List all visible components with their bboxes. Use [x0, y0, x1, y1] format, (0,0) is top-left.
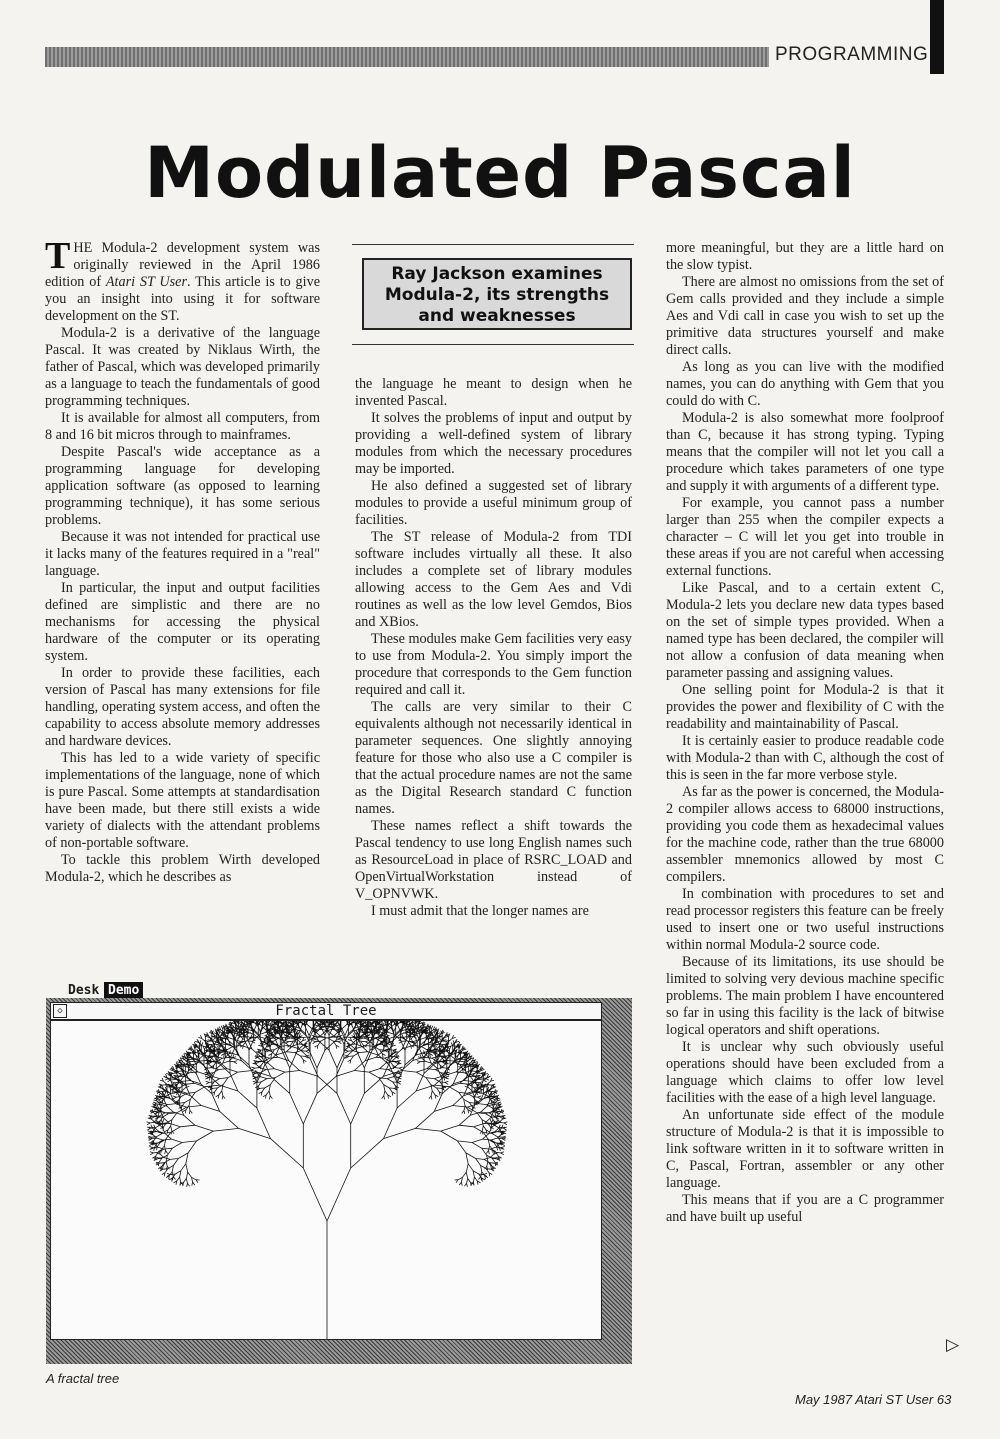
figure-caption: A fractal tree: [46, 1371, 120, 1386]
paragraph: He also defined a suggested set of library modules to provide a useful minimum group of facilities.: [355, 478, 632, 528]
section-bar: [45, 47, 769, 67]
section-label: PROGRAMMING: [775, 44, 929, 65]
page-footer: May 1987 Atari ST User 63: [795, 1392, 952, 1407]
text-run: HE Modula-2 development system was originally reviewed in the April 1986 edition of: [45, 240, 320, 290]
paragraph: Despite Pascal's wide acceptance as a programming language for developing application software (as opposed to learning programming technique), it has some serious problems.: [45, 444, 320, 528]
gem-window: [46, 998, 632, 1364]
paragraph: In order to provide these facilities, each version of Pascal has many extensions for file handling, operating system access, and often the capability to access absolute memory addresses and hardware devices.: [45, 665, 320, 749]
paragraph: It is certainly easier to produce readable code with Modula-2 than with C, although the cost of this is seen in the far more verbose style.: [666, 733, 944, 783]
window-title: Fractal Tree: [275, 1003, 377, 1019]
paragraph: There are almost no omissions from the set of Gem calls provided and they include a simple Aes and Vdi call in case you wish to set up the primitive data structures yourself and make direct calls.: [666, 274, 944, 358]
paragraph: Like Pascal, and to a certain extent C, Modula-2 lets you declare new data types based on the set of simple types provided. When a named type has been declared, the compiler will not allow a confusion of data meaning when parameter passing and assigning values.: [666, 580, 944, 681]
menu-demo[interactable]: Demo: [104, 982, 143, 999]
standfirst-box: Ray Jackson examines Modula-2, its strengths and weaknesses: [362, 258, 632, 330]
paragraph: These modules make Gem facilities very easy to use from Modula-2. You simply import the procedure that corresponds to the Gem function required and call it.: [355, 631, 632, 698]
paragraph: These names reflect a shift towards the Pascal tendency to use long English names such as ResourceLoad in place of RSRC_LOAD and OpenVirtualWorkstation instead of V_OPNVWK.: [355, 818, 632, 902]
paragraph: Because of its limitations, its use should be limited to solving very devious machine specific problems. The main problem I have encountered so far in using this facility is the lack of bitwise logical operators and shift operations.: [666, 954, 944, 1038]
drop-cap: T: [45, 235, 71, 277]
close-box-icon[interactable]: ◇: [53, 1004, 67, 1018]
paragraph: In particular, the input and output facilities defined are simplistic and there are no mechanisms for accessing the physical hardware of the computer or its operating system.: [45, 580, 320, 664]
paragraph: The ST release of Modula-2 from TDI software includes virtually all these. It also includes a complete set of library modules allowing access to the Gem Aes and Vdi routines as well as the low level Gemdos, Bios and XBios.: [355, 529, 632, 630]
article-column-1: [45, 235, 320, 886]
paragraph: This has led to a wide variety of specific implementations of the language, none of which is pure Pascal. Some attempts at standardisation have been made, but there still exists a wide variety of dialects with the attendant problems of non-portable software.: [45, 750, 320, 851]
continue-arrow-icon: ▷: [946, 1335, 960, 1354]
paragraph: the language he meant to design when he invented Pascal.: [355, 376, 632, 409]
fractal-tree-branches: [147, 1021, 508, 1339]
article-column-2: [355, 376, 632, 920]
standfirst-rule-top: [352, 244, 634, 245]
paragraph: It is unclear why such obviously useful operations should have been excluded from a language which claims to offer low level facilities with the ease of a high level language.: [666, 1039, 944, 1106]
article-title: Modulated Pascal: [144, 132, 856, 214]
paragraph: [45, 235, 320, 325]
publication-name: Atari ST User: [105, 274, 187, 290]
article-column-3: [666, 240, 944, 1226]
paragraph: Modula-2 is also somewhat more foolproof than C, because it has strong typing. Typing means that the compiler will not let you call a procedure which takes parameters of one type and supply it with arguments of a different type.: [666, 410, 944, 494]
text-run: . This article is to give you an insight into using it for software development on the ST.: [45, 274, 320, 324]
standfirst-rule-bottom: [352, 344, 634, 345]
paragraph: For example, you cannot pass a number larger than 255 when the compiler expects a character – C will let you get into trouble in these areas if you are not careful when accessing external functions.: [666, 495, 944, 579]
window-title-bar[interactable]: [50, 1002, 602, 1020]
paragraph: It is available for almost all computers, from 8 and 16 bit micros through to mainframes.: [45, 410, 320, 443]
paragraph: The calls are very similar to their C equivalents although not necessarily identical in parameter sequences. One slightly annoying feature for those who also use a C compiler is that the actual procedure names are not the same as the Digital Research standard C function names.: [355, 699, 632, 817]
paragraph: As far as the power is concerned, the Modula-2 compiler allows access to 68000 instructions, providing you code them as hexadecimal values for the machine code, rather than the true 68000 assembler mnemonics allowed by most C compilers.: [666, 784, 944, 885]
screenshot-figure: [46, 982, 632, 1364]
paragraph: I must admit that the longer names are: [371, 903, 589, 919]
paragraph: An unfortunate side effect of the module structure of Modula-2 is that it is impossible to link software written in it to software written in C, Pascal, Fortran, assembler or any other language.: [666, 1107, 944, 1191]
section-tab: [930, 0, 944, 74]
menu-desk[interactable]: Desk: [68, 983, 100, 998]
window-content: [50, 1020, 602, 1340]
paragraph: Because it was not intended for practical use it lacks many of the features required in a "real" language.: [45, 529, 320, 579]
fractal-tree-image: [51, 1021, 601, 1339]
paragraph: This means that if you are a C programmer and have built up useful: [666, 1192, 944, 1225]
paragraph: Modula-2 is a derivative of the language Pascal. It was created by Niklaus Wirth, the father of Pascal, which was developed primarily as a language to teach the fundamentals of good programming techniques.: [45, 325, 320, 409]
paragraph: It solves the problems of input and output by providing a well-defined system of library modules from which the necessary procedures may be imported.: [355, 410, 632, 477]
paragraph: In combination with procedures to set and read processor registers this feature can be freely used to insert one or two useful instructions within normal Modula-2 source code.: [666, 886, 944, 953]
paragraph: As long as you can live with the modified names, you can do anything with Gem that you could do with C.: [666, 359, 944, 409]
paragraph: One selling point for Modula-2 is that it provides the power and flexibility of C with the readability and maintainability of Pascal.: [666, 682, 944, 732]
paragraph: To tackle this problem Wirth developed Modula-2, which he describes as: [45, 852, 320, 885]
paragraph: more meaningful, but they are a little hard on the slow typist.: [666, 240, 944, 273]
